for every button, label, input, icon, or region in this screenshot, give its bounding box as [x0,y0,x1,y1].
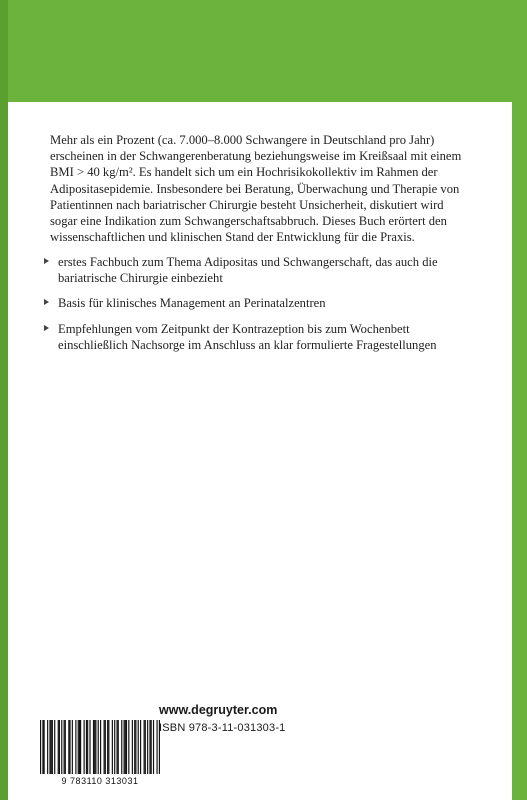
spine-strip [0,0,8,800]
bullet-triangle-icon [44,258,49,264]
isbn-number: ISBN 978-3-11-031303-1 [159,722,286,734]
publisher-website: www.degruyter.com [159,703,278,717]
feature-list [42,254,482,362]
bullet-triangle-icon [44,325,49,331]
barcode-digits: 9 783110 313031 [61,776,139,786]
list-item [42,321,482,353]
back-cover-panel [8,102,512,800]
barcode [40,720,160,786]
list-item-text: Basis für klinisches Management an Perinatalzentren [58,296,326,311]
list-item [42,254,482,286]
list-item [42,295,482,311]
list-item-text: Empfehlungen vom Zeitpunkt der Kontrazeption bis zum Wochenbett einschließlich Nachsorge im Anschluss an klar formulierte Fragestellungen [58,321,437,352]
list-item-text: erstes Fachbuch zum Thema Adipositas und Schwangerschaft, das auch die bariatrische Chirurgie einbezieht [58,255,438,286]
bullet-triangle-icon [44,299,49,305]
barcode-bars-icon [40,720,160,774]
blurb-text: Mehr als ein Prozent (ca. 7.000–8.000 Schwangere in Deutschland pro Jahr) erscheinen in der Schwangerenberatung beziehungsweise im Kreißsaal mit einem BMI > 40 kg/m². Es handelt sich um ein Hochrisikokollektiv im Rahmen der Adipositasepidemie. Insbesondere bei Beratung, Überwachung und Therapie von Patientinnen nach bariatrischer Chirurgie besteht Unsicherheit, diskutiert wird sogar eine Indikation zum Schwangerschaftsabbruch. Dieses Buch erörtert den wissenschaftlichen und klinischen Stand der Entwicklung für die Praxis. [50,133,462,245]
